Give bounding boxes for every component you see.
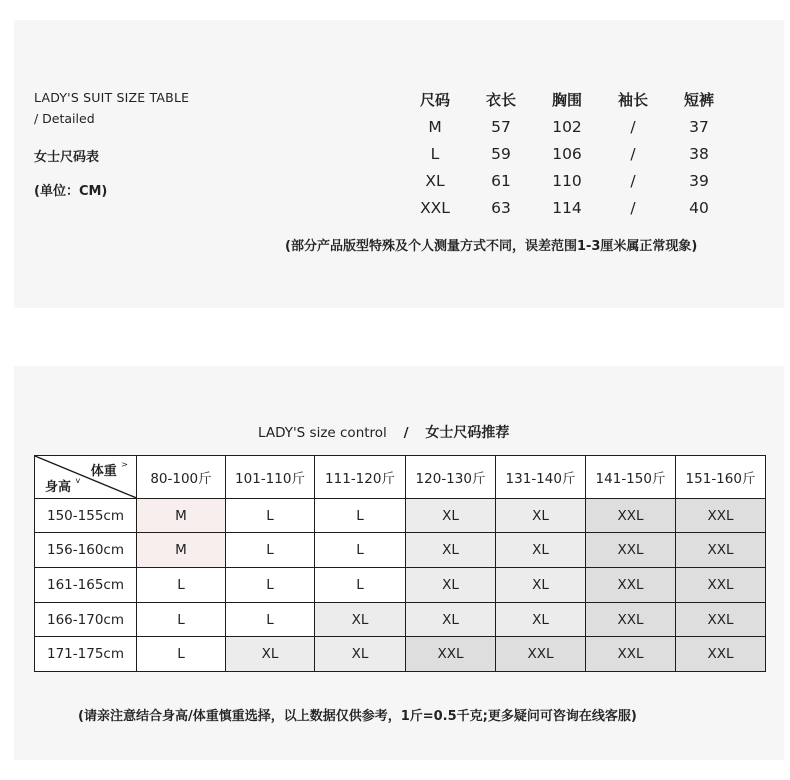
size-grid-cell: 38 bbox=[689, 145, 709, 163]
size-grid-header: 短裤 bbox=[683, 91, 714, 109]
size-grid-cell: / bbox=[630, 199, 636, 217]
recommendation-title-en: LADY'S size control bbox=[258, 425, 387, 441]
size-cell: XL bbox=[406, 498, 496, 533]
size-cell: L bbox=[226, 568, 315, 603]
weight-range-header: 111-120斤 bbox=[315, 456, 406, 499]
size-grid-cell: 39 bbox=[689, 172, 709, 190]
size-cell: XL bbox=[226, 637, 315, 672]
measurement-note: (部分产品版型特殊及个人测量方式不同，误差范围1-3厘米属正常现象) bbox=[285, 239, 698, 254]
size-cell: XXL bbox=[586, 568, 676, 603]
size-grid-row bbox=[402, 196, 762, 223]
size-cell: XL bbox=[406, 568, 496, 603]
height-range-cell: 161-165cm bbox=[35, 568, 137, 603]
size-cell: XXL bbox=[406, 637, 496, 672]
size-grid-row bbox=[402, 115, 762, 142]
table-row bbox=[35, 498, 766, 533]
size-grid-row bbox=[402, 169, 762, 196]
size-grid-cell: 37 bbox=[689, 118, 709, 136]
size-grid-header-row bbox=[402, 88, 762, 115]
size-grid-cell: 61 bbox=[491, 172, 511, 190]
selection-note: (请亲注意结合身高/体重慎重选择，以上数据仅供参考，1斤=0.5千克;更多疑问可咨询在线客服) bbox=[78, 709, 637, 724]
recommendation-title-cn: 女士尺码推荐 bbox=[425, 425, 510, 441]
size-recommendation-table bbox=[34, 455, 766, 672]
size-cell: XL bbox=[315, 602, 406, 637]
table-corner-cell bbox=[35, 456, 137, 499]
weight-axis-label: 体重 > bbox=[90, 460, 128, 479]
size-grid-cell: 57 bbox=[491, 118, 511, 136]
title-separator: / bbox=[403, 425, 409, 441]
size-cell: XXL bbox=[586, 498, 676, 533]
height-range-cell: 156-160cm bbox=[35, 533, 137, 568]
size-cell: L bbox=[226, 602, 315, 637]
size-cell: L bbox=[137, 602, 226, 637]
size-cell: M bbox=[137, 533, 226, 568]
weight-range-header: 101-110斤 bbox=[226, 456, 315, 499]
size-cell: XL bbox=[406, 602, 496, 637]
table-row bbox=[35, 637, 766, 672]
weight-range-header: 120-130斤 bbox=[406, 456, 496, 499]
size-cell: L bbox=[226, 498, 315, 533]
size-cell: XXL bbox=[676, 568, 766, 603]
recommendation-title bbox=[258, 422, 509, 442]
size-cell: XXL bbox=[586, 637, 676, 672]
size-measurement-grid bbox=[402, 88, 762, 223]
height-range-cell: 166-170cm bbox=[35, 602, 137, 637]
size-table-title: LADY'S SUIT SIZE TABLE bbox=[34, 90, 190, 105]
size-grid-cell: / bbox=[630, 145, 636, 163]
size-grid-header: 胸围 bbox=[551, 91, 582, 109]
size-cell: XXL bbox=[676, 637, 766, 672]
size-grid-cell: 102 bbox=[552, 118, 582, 136]
size-grid-cell: 59 bbox=[491, 145, 511, 163]
table-row bbox=[35, 568, 766, 603]
weight-range-header: 141-150斤 bbox=[586, 456, 676, 499]
size-grid-header: 袖长 bbox=[617, 91, 648, 109]
weight-range-header: 151-160斤 bbox=[676, 456, 766, 499]
table-row bbox=[35, 602, 766, 637]
size-grid-cell: 114 bbox=[552, 199, 582, 217]
size-grid-cell: L bbox=[430, 145, 440, 163]
size-cell: L bbox=[315, 498, 406, 533]
size-cell: XL bbox=[315, 637, 406, 672]
table-header-row bbox=[35, 456, 766, 499]
size-cell: XL bbox=[406, 533, 496, 568]
size-grid-header: 衣长 bbox=[485, 91, 516, 109]
size-cell: L bbox=[137, 637, 226, 672]
size-cell: XL bbox=[496, 498, 586, 533]
size-grid-cell: XXL bbox=[420, 199, 450, 217]
size-grid-cell: 106 bbox=[552, 145, 582, 163]
size-cell: L bbox=[315, 568, 406, 603]
size-grid-cell: M bbox=[428, 118, 442, 136]
size-cell: XXL bbox=[496, 637, 586, 672]
size-cell: XL bbox=[496, 533, 586, 568]
size-cell: L bbox=[315, 533, 406, 568]
size-table-subtitle: / Detailed bbox=[34, 111, 95, 126]
weight-range-header: 80-100斤 bbox=[137, 456, 226, 499]
size-cell: XXL bbox=[586, 602, 676, 637]
size-grid-header: 尺码 bbox=[419, 91, 450, 109]
weight-range-header: 131-140斤 bbox=[496, 456, 586, 499]
height-axis-label: 身高 $^v$ bbox=[45, 475, 81, 495]
size-cell: M bbox=[137, 498, 226, 533]
right-arrow-icon: > bbox=[121, 460, 128, 469]
height-range-cell: 150-155cm bbox=[35, 498, 137, 533]
size-table-title-cn: 女士尺码表 bbox=[34, 150, 100, 165]
size-cell: XXL bbox=[676, 533, 766, 568]
size-cell: XXL bbox=[676, 602, 766, 637]
size-table-unit: (单位：CM) bbox=[34, 184, 108, 199]
size-grid-row bbox=[402, 142, 762, 169]
size-cell: XXL bbox=[586, 533, 676, 568]
size-cell: XL bbox=[496, 568, 586, 603]
size-grid-cell: XL bbox=[425, 172, 445, 190]
size-grid-cell: 63 bbox=[491, 199, 511, 217]
height-range-cell: 171-175cm bbox=[35, 637, 137, 672]
size-grid-cell: / bbox=[630, 172, 636, 190]
size-grid-cell: 110 bbox=[552, 172, 582, 190]
table-row bbox=[35, 533, 766, 568]
size-cell: XL bbox=[496, 602, 586, 637]
size-grid-cell: / bbox=[630, 118, 636, 136]
size-cell: L bbox=[137, 568, 226, 603]
down-arrow-icon: v bbox=[75, 475, 81, 485]
size-cell: L bbox=[226, 533, 315, 568]
size-cell: XXL bbox=[676, 498, 766, 533]
size-grid-cell: 40 bbox=[689, 199, 709, 217]
